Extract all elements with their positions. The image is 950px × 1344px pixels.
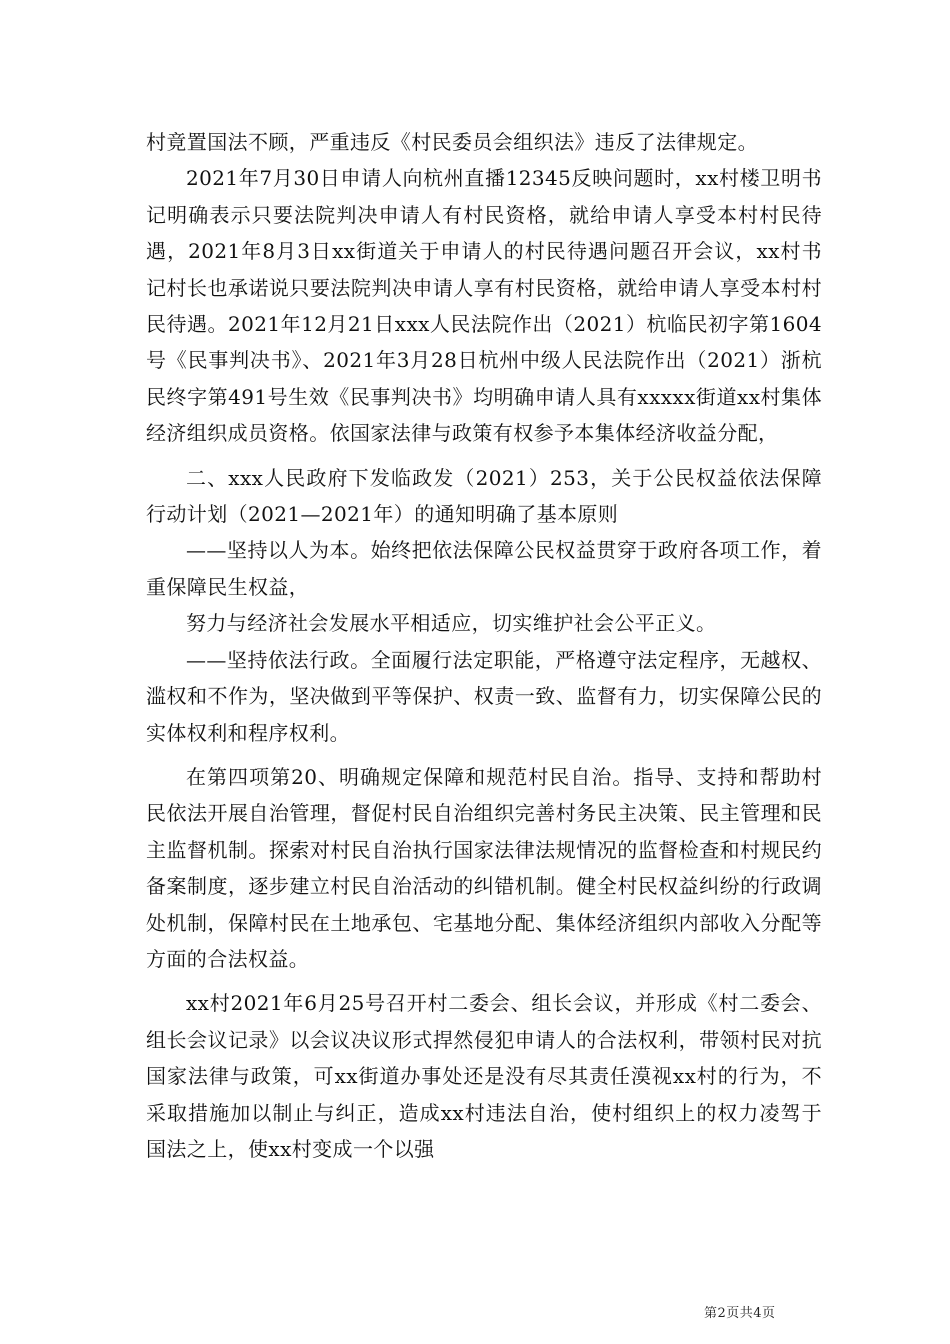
- paragraph-6: ——坚持依法行政。全面履行法定职能，严格遵守法定程序，无越权、滥权和不作为，坚决做到平等保护、权责一致、监督有力，切实保障公民的实体权利和程序权利。: [146, 647, 822, 745]
- paragraph-2: 2021年7月30日申请人向杭州直播12345反映问题时，xx村楼卫明书记明确表示只要法院判决申请人有村民资格，就给申请人享受本村村民待遇，2021年8月3日xx街道关于申请人的村民待遇问题召开会议，xx村书记村长也承诺说只要法院判决申请人享有村民资格，就给申请人享受本村村民待遇。2021年12月21日xxx人民法院作出（2021）杭临民初字第1604号《民事判决书》、2021年3月28日杭州中级人民法院作出（2021）浙杭民终字第491号生效《民事判决书》均明确申请人具有xxxxx街道xx村集体经济组织成员资格。依国家法律与政策有权参予本集体经济收益分配，: [146, 166, 822, 446]
- paragraph-4: ——坚持以人为本。始终把依法保障公民权益贯穿于政府各项工作，着重保障民生权益，: [146, 538, 822, 599]
- paragraph-5: 努力与经济社会发展水平相适应，切实维护社会公平正义。: [186, 611, 717, 636]
- paragraph-3: 二、xxx人民政府下发临政发（2021）253，关于公民权益依法保障行动计划（2021—2021年）的通知明确了基本原则: [146, 465, 822, 527]
- paragraph-8: xx村2021年6月25号召开村二委会、组长会议，并形成《村二委会、组长会议记录》以会议决议形式捍然侵犯申请人的合法权利，带领村民对抗国家法律与政策，可xx街道办事处还是没有尽其责任漠视xx村的行为，不采取措施加以制止与纠正，造成xx村违法自治，使村组织上的权力凌驾于国法之上，使xx村变成一个以强: [146, 991, 822, 1161]
- body-text: [146, 124, 822, 1167]
- paragraph-7: 在第四项第20、明确规定保障和规范村民自治。指导、支持和帮助村民依法开展自治管理，督促村民自治组织完善村务民主决策、民主管理和民主监督机制。探索对村民自治执行国家法律法规情况的监督检查和村规民约备案制度，逐步建立村民自治活动的纠错机制。健全村民权益纠纷的行政调处机制，保障村民在土地承包、宅基地分配、集体经济组织内部收入分配等方面的合法权益。: [146, 764, 822, 971]
- page-number: 第2页共4页: [704, 1306, 776, 1321]
- paragraph-1: 村竟置国法不顾，严重违反《村民委员会组织法》违反了法律规定。: [146, 130, 758, 154]
